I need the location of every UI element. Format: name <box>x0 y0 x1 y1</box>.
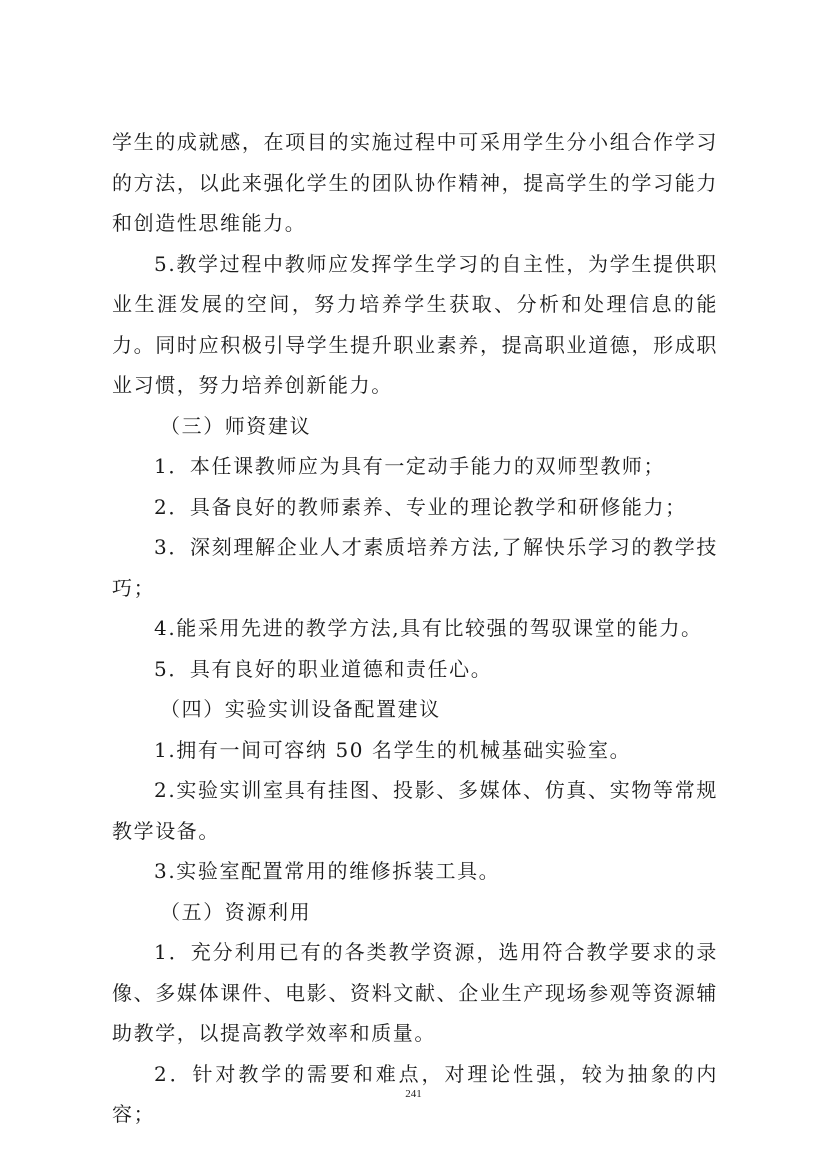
section-heading-resource-use: （五）资源利用 <box>160 899 312 924</box>
paragraph-continuation: 学生的成就感，在项目的实施过程中可采用学生分小组合作学习的方法，以此来强化学生的团队协作精神，提高学生的学习能力和创造性思维能力。 <box>112 130 718 235</box>
section-heading-teacher-suggestions: （三）师资建议 <box>160 413 312 438</box>
list-item-lab-1: 1.拥有一间可容纳 50 名学生的机械基础实验室。 <box>154 737 632 762</box>
list-item-lab-3: 3.实验室配置常用的维修拆装工具。 <box>154 859 501 883</box>
list-item-teacher-3: 3．深刻理解企业人才素质培养方法,了解快乐学习的教学技巧； <box>112 535 718 600</box>
list-item-teacher-2: 2．具备良好的教师素养、专业的理论教学和研修能力； <box>154 494 687 519</box>
list-item-resource-1: 1．充分利用已有的各类教学资源，选用符合教学要求的录像、多媒体课件、电影、资料文献、企业生产现场参观等资源辅助教学，以提高教学效率和质量。 <box>112 940 718 1045</box>
page-number: 241 <box>405 1088 422 1100</box>
list-item-teacher-5: 5．具有良好的职业道德和责任心。 <box>154 656 493 681</box>
page-content <box>112 122 718 1135</box>
section-heading-lab-equipment: （四）实验实训设备配置建议 <box>160 697 441 721</box>
list-item-teacher-4: 4.能采用先进的教学方法,具有比较强的驾驭课堂的能力。 <box>154 616 703 640</box>
list-item-lab-2: 2.实验实训室具有挂图、投影、多媒体、仿真、实物等常规教学设备。 <box>112 778 718 843</box>
list-item-resource-2: 2．针对教学的需要和难点，对理论性强，较为抽象的内容； <box>112 1061 718 1126</box>
paragraph-item-5-autonomy: 5.教学过程中教师应发挥学生学习的自主性，为学生提供职业生涯发展的空间，努力培养学生获取、分析和处理信息的能力。同时应积极引导学生提升职业素养，提高职业道德，形成职业习惯，努力培养创新能力。 <box>112 251 718 397</box>
list-item-teacher-1: 1．本任课教师应为具有一定动手能力的双师型教师； <box>154 454 666 478</box>
